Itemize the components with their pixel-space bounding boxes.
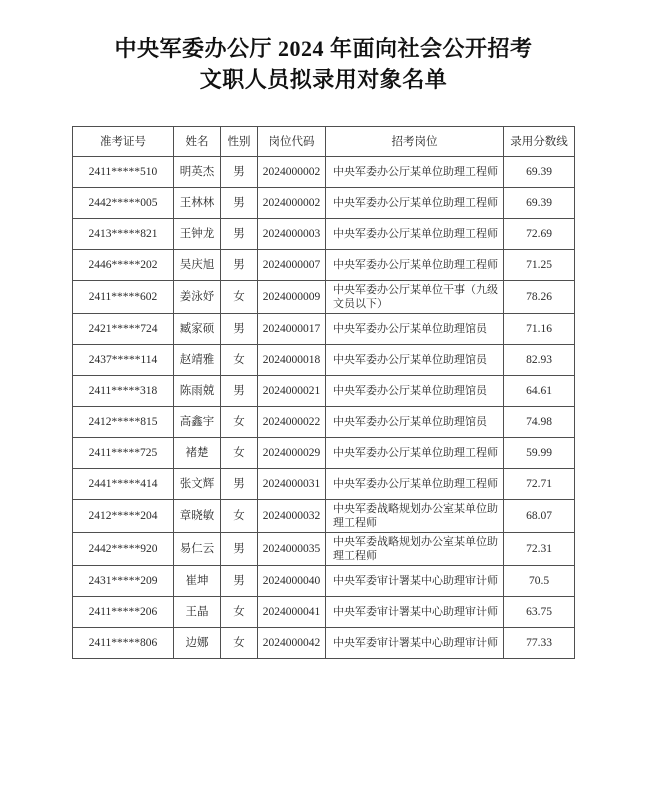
col-header-exam-no: 准考证号 <box>73 127 174 157</box>
cell-exam-no: 2411*****510 <box>73 157 174 188</box>
cell-position: 中央军委办公厅某单位助理工程师 <box>326 469 504 500</box>
cell-position: 中央军委办公厅某单位助理工程师 <box>326 438 504 469</box>
cell-exam-no: 2441*****414 <box>73 469 174 500</box>
cell-score: 72.31 <box>504 533 575 566</box>
cell-exam-no: 2411*****602 <box>73 281 174 314</box>
cell-score: 64.61 <box>504 376 575 407</box>
table-body <box>73 157 575 659</box>
cell-position-code: 2024000042 <box>258 628 326 659</box>
col-header-score: 录用分数线 <box>504 127 575 157</box>
cell-position: 中央军委审计署某中心助理审计师 <box>326 566 504 597</box>
cell-name: 张文辉 <box>174 469 221 500</box>
cell-score: 59.99 <box>504 438 575 469</box>
cell-gender: 女 <box>221 345 258 376</box>
table-row <box>73 597 575 628</box>
cell-name: 高鑫宇 <box>174 407 221 438</box>
cell-position-code: 2024000021 <box>258 376 326 407</box>
cell-position: 中央军委办公厅某单位干事（九级文员以下） <box>326 281 504 314</box>
cell-position-code: 2024000009 <box>258 281 326 314</box>
table-row <box>73 281 575 314</box>
cell-name: 吴庆旭 <box>174 250 221 281</box>
cell-name: 王林林 <box>174 188 221 219</box>
cell-gender: 女 <box>221 281 258 314</box>
cell-name: 王钟龙 <box>174 219 221 250</box>
recruitment-roster-table <box>72 126 575 659</box>
cell-position-code: 2024000032 <box>258 500 326 533</box>
cell-score: 74.98 <box>504 407 575 438</box>
cell-gender: 女 <box>221 407 258 438</box>
cell-name: 臧家硕 <box>174 314 221 345</box>
cell-position-code: 2024000007 <box>258 250 326 281</box>
cell-exam-no: 2411*****725 <box>73 438 174 469</box>
cell-gender: 男 <box>221 219 258 250</box>
cell-name: 陈雨兢 <box>174 376 221 407</box>
cell-position-code: 2024000002 <box>258 157 326 188</box>
table-row <box>73 314 575 345</box>
cell-position-code: 2024000035 <box>258 533 326 566</box>
cell-gender: 男 <box>221 533 258 566</box>
table-row <box>73 219 575 250</box>
cell-score: 69.39 <box>504 157 575 188</box>
cell-exam-no: 2446*****202 <box>73 250 174 281</box>
col-header-position: 招考岗位 <box>326 127 504 157</box>
cell-gender: 女 <box>221 500 258 533</box>
cell-exam-no: 2431*****209 <box>73 566 174 597</box>
cell-position: 中央军委办公厅某单位助理工程师 <box>326 188 504 219</box>
cell-position: 中央军委审计署某中心助理审计师 <box>326 597 504 628</box>
col-header-position-code: 岗位代码 <box>258 127 326 157</box>
cell-exam-no: 2421*****724 <box>73 314 174 345</box>
cell-gender: 男 <box>221 157 258 188</box>
title-line-1: 中央军委办公厅 2024 年面向社会公开招考 <box>114 36 533 61</box>
table-row <box>73 566 575 597</box>
cell-gender: 男 <box>221 314 258 345</box>
cell-position: 中央军委办公厅某单位助理工程师 <box>326 157 504 188</box>
cell-name: 褚楚 <box>174 438 221 469</box>
table-row <box>73 500 575 533</box>
cell-exam-no: 2442*****005 <box>73 188 174 219</box>
cell-exam-no: 2411*****318 <box>73 376 174 407</box>
cell-gender: 女 <box>221 597 258 628</box>
table-header-row <box>73 127 575 157</box>
cell-exam-no: 2437*****114 <box>73 345 174 376</box>
cell-position-code: 2024000017 <box>258 314 326 345</box>
table-row <box>73 376 575 407</box>
table-row <box>73 628 575 659</box>
cell-gender: 男 <box>221 188 258 219</box>
cell-name: 崔坤 <box>174 566 221 597</box>
table-row <box>73 469 575 500</box>
cell-position-code: 2024000040 <box>258 566 326 597</box>
table-row <box>73 188 575 219</box>
cell-name: 姜泳妤 <box>174 281 221 314</box>
table-row <box>73 250 575 281</box>
cell-position-code: 2024000031 <box>258 469 326 500</box>
cell-position-code: 2024000041 <box>258 597 326 628</box>
cell-score: 72.69 <box>504 219 575 250</box>
cell-name: 王晶 <box>174 597 221 628</box>
cell-name: 赵靖雅 <box>174 345 221 376</box>
cell-position: 中央军委办公厅某单位助理馆员 <box>326 345 504 376</box>
cell-exam-no: 2442*****920 <box>73 533 174 566</box>
cell-score: 63.75 <box>504 597 575 628</box>
cell-position: 中央军委审计署某中心助理审计师 <box>326 628 504 659</box>
cell-position: 中央军委办公厅某单位助理馆员 <box>326 407 504 438</box>
cell-exam-no: 2411*****806 <box>73 628 174 659</box>
cell-position: 中央军委办公厅某单位助理馆员 <box>326 376 504 407</box>
cell-gender: 男 <box>221 376 258 407</box>
cell-position-code: 2024000029 <box>258 438 326 469</box>
document-title <box>0 0 647 95</box>
cell-score: 78.26 <box>504 281 575 314</box>
cell-gender: 女 <box>221 438 258 469</box>
cell-position: 中央军委办公厅某单位助理工程师 <box>326 250 504 281</box>
cell-score: 71.16 <box>504 314 575 345</box>
cell-score: 71.25 <box>504 250 575 281</box>
cell-position-code: 2024000018 <box>258 345 326 376</box>
cell-score: 68.07 <box>504 500 575 533</box>
col-header-name: 姓名 <box>174 127 221 157</box>
cell-gender: 女 <box>221 628 258 659</box>
cell-name: 明英杰 <box>174 157 221 188</box>
cell-gender: 男 <box>221 469 258 500</box>
cell-name: 边娜 <box>174 628 221 659</box>
table-row <box>73 407 575 438</box>
table-row <box>73 438 575 469</box>
cell-score: 69.39 <box>504 188 575 219</box>
title-line-2: 文职人员拟录用对象名单 <box>199 67 448 92</box>
cell-score: 77.33 <box>504 628 575 659</box>
cell-position: 中央军委办公厅某单位助理工程师 <box>326 219 504 250</box>
table-row <box>73 157 575 188</box>
cell-exam-no: 2412*****204 <box>73 500 174 533</box>
cell-position-code: 2024000003 <box>258 219 326 250</box>
cell-gender: 男 <box>221 566 258 597</box>
table-row <box>73 533 575 566</box>
cell-score: 70.5 <box>504 566 575 597</box>
cell-exam-no: 2411*****206 <box>73 597 174 628</box>
cell-gender: 男 <box>221 250 258 281</box>
cell-position: 中央军委办公厅某单位助理馆员 <box>326 314 504 345</box>
cell-name: 章晓敏 <box>174 500 221 533</box>
cell-position: 中央军委战略规划办公室某单位助理工程师 <box>326 533 504 566</box>
cell-name: 易仁云 <box>174 533 221 566</box>
cell-score: 72.71 <box>504 469 575 500</box>
cell-position: 中央军委战略规划办公室某单位助理工程师 <box>326 500 504 533</box>
cell-position-code: 2024000002 <box>258 188 326 219</box>
cell-exam-no: 2413*****821 <box>73 219 174 250</box>
cell-position-code: 2024000022 <box>258 407 326 438</box>
col-header-gender: 性别 <box>221 127 258 157</box>
table-row <box>73 345 575 376</box>
cell-score: 82.93 <box>504 345 575 376</box>
cell-exam-no: 2412*****815 <box>73 407 174 438</box>
